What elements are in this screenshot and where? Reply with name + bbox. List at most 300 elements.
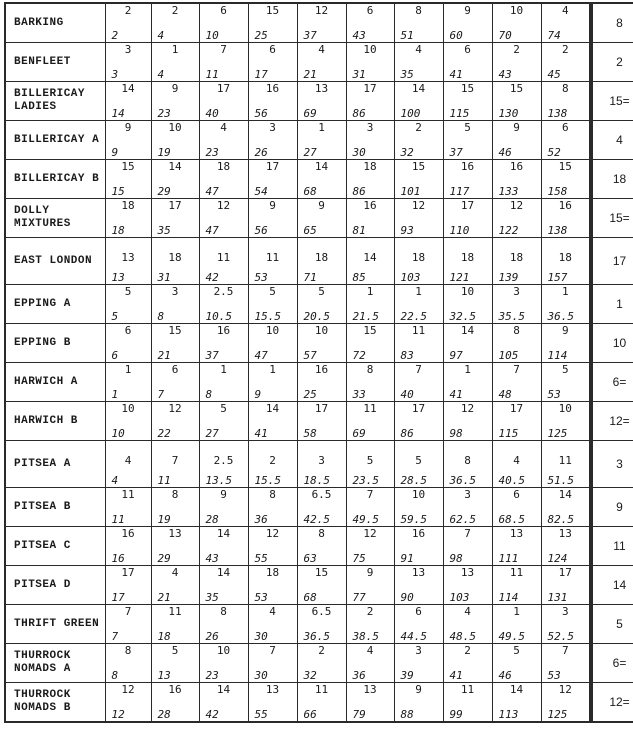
round-score: 11 xyxy=(509,566,524,579)
cumulative-score: 4 xyxy=(111,474,119,487)
cumulative-score: 139 xyxy=(498,271,519,284)
final-position: 17 xyxy=(591,238,633,285)
round-cell xyxy=(151,285,199,324)
round-cell xyxy=(151,527,199,566)
round-cell xyxy=(297,160,346,199)
round-score: 2 xyxy=(464,644,471,657)
round-score: 5 xyxy=(464,121,471,134)
round-cell xyxy=(248,324,297,363)
round-cell xyxy=(297,324,346,363)
round-cell xyxy=(394,121,443,160)
round-cell xyxy=(297,363,346,402)
final-position: 12= xyxy=(591,683,633,723)
round-score: 6 xyxy=(561,121,569,134)
cumulative-score: 36 xyxy=(352,669,366,682)
round-score: 3 xyxy=(318,454,325,467)
round-cell xyxy=(151,683,199,723)
cumulative-score: 31 xyxy=(157,271,171,284)
cumulative-score: 38.5 xyxy=(352,630,379,643)
round-score: 13 xyxy=(168,527,182,540)
round-cell xyxy=(346,363,394,402)
cumulative-score: 40 xyxy=(400,388,414,401)
round-cell xyxy=(199,238,248,285)
table-row xyxy=(5,3,633,43)
cumulative-score: 7 xyxy=(111,630,119,643)
round-score: 13 xyxy=(265,683,280,696)
round-cell xyxy=(105,324,151,363)
round-cell xyxy=(151,82,199,121)
round-score: 8 xyxy=(513,324,520,337)
round-score: 4 xyxy=(220,121,227,134)
round-score: 8 xyxy=(561,82,569,95)
cumulative-score: 117 xyxy=(449,185,470,198)
round-score: 16 xyxy=(363,199,377,212)
round-cell xyxy=(346,285,394,324)
cumulative-score: 113 xyxy=(498,708,519,721)
round-score: 10 xyxy=(558,402,572,415)
cumulative-score: 8 xyxy=(205,388,213,401)
round-score: 16 xyxy=(509,160,524,173)
round-score: 13 xyxy=(314,82,329,95)
table-row xyxy=(5,199,633,238)
round-score: 5 xyxy=(124,285,132,298)
round-cell xyxy=(105,43,151,82)
round-score: 9 xyxy=(269,199,276,212)
cumulative-score: 35 xyxy=(157,224,171,237)
round-score: 9 xyxy=(561,324,569,337)
round-cell xyxy=(492,285,541,324)
cumulative-score: 12 xyxy=(111,708,125,721)
round-score: 4 xyxy=(124,454,132,467)
round-cell xyxy=(394,199,443,238)
cumulative-score: 91 xyxy=(400,552,414,565)
round-score: 3 xyxy=(464,488,471,501)
round-score: 11 xyxy=(216,251,231,264)
cumulative-score: 53 xyxy=(547,388,561,401)
cumulative-score: 27 xyxy=(303,146,317,159)
round-cell xyxy=(443,238,492,285)
round-score: 7 xyxy=(464,527,471,540)
cumulative-score: 68 xyxy=(303,185,317,198)
round-cell xyxy=(541,605,591,644)
round-score: 12 xyxy=(363,527,377,540)
round-cell xyxy=(105,3,151,43)
cumulative-score: 8 xyxy=(157,310,165,323)
round-score: 7 xyxy=(513,363,520,376)
round-cell xyxy=(394,285,443,324)
round-cell xyxy=(541,566,591,605)
cumulative-score: 19 xyxy=(157,513,171,526)
round-cell xyxy=(199,199,248,238)
round-score: 12 xyxy=(558,683,572,696)
cumulative-score: 13 xyxy=(157,669,171,682)
round-cell xyxy=(199,605,248,644)
round-cell xyxy=(105,644,151,683)
round-score: 17 xyxy=(509,402,524,415)
round-cell xyxy=(394,605,443,644)
round-cell xyxy=(248,363,297,402)
round-cell xyxy=(248,644,297,683)
cumulative-score: 6 xyxy=(111,349,119,362)
results-table-body xyxy=(5,3,633,722)
round-cell xyxy=(297,527,346,566)
round-score: 1 xyxy=(513,605,520,618)
round-cell xyxy=(346,82,394,121)
cumulative-score: 16 xyxy=(111,552,125,565)
round-cell xyxy=(105,199,151,238)
cumulative-score: 60 xyxy=(449,29,463,42)
round-score: 1 xyxy=(269,363,276,376)
round-score: 11 xyxy=(314,683,329,696)
cumulative-score: 157 xyxy=(547,271,568,284)
round-cell xyxy=(346,324,394,363)
round-cell xyxy=(443,402,492,441)
round-score: 2 xyxy=(124,4,132,17)
cumulative-score: 1 xyxy=(111,388,119,401)
round-cell xyxy=(394,683,443,723)
table-row xyxy=(5,566,633,605)
round-score: 1 xyxy=(366,285,374,298)
final-position: 6= xyxy=(591,644,633,683)
table-row xyxy=(5,527,633,566)
cumulative-score: 36.5 xyxy=(449,474,476,487)
round-cell xyxy=(346,441,394,488)
round-cell xyxy=(443,82,492,121)
round-score: 14 xyxy=(411,82,426,95)
cumulative-score: 49.5 xyxy=(352,513,379,526)
round-score: 6 xyxy=(366,4,374,17)
cumulative-score: 22 xyxy=(157,427,171,440)
cumulative-score: 36.5 xyxy=(547,310,574,323)
team-name: THURROCK NOMADS B xyxy=(5,683,105,723)
cumulative-score: 9 xyxy=(111,146,119,159)
round-cell xyxy=(394,566,443,605)
cumulative-score: 42 xyxy=(205,271,219,284)
cumulative-score: 27 xyxy=(205,427,219,440)
cumulative-score: 69 xyxy=(352,427,366,440)
round-score: 8 xyxy=(318,527,325,540)
round-score: 4 xyxy=(269,605,276,618)
round-score: 9 xyxy=(513,121,520,134)
round-score: 4 xyxy=(561,4,569,17)
cumulative-score: 65 xyxy=(303,224,317,237)
round-score: 14 xyxy=(216,683,231,696)
round-cell xyxy=(492,488,541,527)
round-score: 15 xyxy=(121,160,135,173)
round-cell xyxy=(248,441,297,488)
cumulative-score: 68 xyxy=(303,591,317,604)
cumulative-score: 51 xyxy=(400,29,414,42)
team-name: THRIFT GREEN xyxy=(5,605,105,644)
cumulative-score: 98 xyxy=(449,427,463,440)
round-cell xyxy=(199,43,248,82)
cumulative-score: 43 xyxy=(498,68,512,81)
round-cell xyxy=(199,121,248,160)
round-cell xyxy=(105,121,151,160)
cumulative-score: 100 xyxy=(400,107,421,120)
round-score: 15 xyxy=(168,324,182,337)
cumulative-score: 20.5 xyxy=(303,310,330,323)
round-cell xyxy=(151,3,199,43)
cumulative-score: 11 xyxy=(111,513,125,526)
round-cell xyxy=(541,285,591,324)
cumulative-score: 66 xyxy=(303,708,317,721)
round-cell xyxy=(346,238,394,285)
cumulative-score: 41 xyxy=(449,68,463,81)
round-cell xyxy=(297,43,346,82)
round-cell xyxy=(199,82,248,121)
round-score: 5 xyxy=(318,285,325,298)
round-cell xyxy=(105,683,151,723)
team-name: BARKING xyxy=(5,3,105,43)
round-cell xyxy=(443,566,492,605)
cumulative-score: 39 xyxy=(400,669,414,682)
cumulative-score: 97 xyxy=(449,349,463,362)
cumulative-score: 37 xyxy=(303,29,317,42)
cumulative-score: 114 xyxy=(498,591,519,604)
cumulative-score: 103 xyxy=(449,591,470,604)
cumulative-score: 88 xyxy=(400,708,414,721)
cumulative-score: 111 xyxy=(498,552,519,565)
cumulative-score: 35 xyxy=(400,68,414,81)
final-position: 14 xyxy=(591,566,633,605)
round-score: 14 xyxy=(314,160,329,173)
cumulative-score: 32 xyxy=(303,669,317,682)
cumulative-score: 35 xyxy=(205,591,219,604)
cumulative-score: 28.5 xyxy=(400,474,427,487)
cumulative-score: 131 xyxy=(547,591,568,604)
cumulative-score: 103 xyxy=(400,271,421,284)
cumulative-score: 83 xyxy=(400,349,414,362)
round-score: 7 xyxy=(220,43,227,56)
round-cell xyxy=(492,605,541,644)
round-score: 17 xyxy=(121,566,135,579)
cumulative-score: 98 xyxy=(449,552,463,565)
cumulative-score: 55 xyxy=(254,708,268,721)
cumulative-score: 42 xyxy=(205,708,219,721)
cumulative-score: 99 xyxy=(449,708,463,721)
cumulative-score: 75 xyxy=(352,552,366,565)
table-row xyxy=(5,441,633,488)
team-name: PITSEA C xyxy=(5,527,105,566)
table-row xyxy=(5,683,633,723)
cumulative-score: 40.5 xyxy=(498,474,525,487)
cumulative-score: 71 xyxy=(303,271,317,284)
round-score: 6 xyxy=(415,605,422,618)
cumulative-score: 15.5 xyxy=(254,474,281,487)
round-cell xyxy=(105,566,151,605)
final-position: 2 xyxy=(591,43,633,82)
final-position: 18 xyxy=(591,160,633,199)
cumulative-score: 23.5 xyxy=(352,474,379,487)
round-score: 6.5 xyxy=(311,605,332,618)
round-cell xyxy=(297,605,346,644)
round-score: 16 xyxy=(460,160,475,173)
round-cell xyxy=(297,488,346,527)
round-cell xyxy=(394,238,443,285)
table-row xyxy=(5,605,633,644)
round-score: 5 xyxy=(366,454,374,467)
round-score: 3 xyxy=(513,285,520,298)
table-row xyxy=(5,285,633,324)
round-cell xyxy=(248,605,297,644)
cumulative-score: 25 xyxy=(303,388,317,401)
round-score: 8 xyxy=(269,488,276,501)
round-score: 4 xyxy=(366,644,374,657)
round-cell xyxy=(443,605,492,644)
round-cell xyxy=(248,238,297,285)
round-score: 16 xyxy=(558,199,572,212)
round-score: 16 xyxy=(314,363,329,376)
round-cell xyxy=(105,363,151,402)
round-score: 6.5 xyxy=(311,488,332,501)
round-cell xyxy=(541,644,591,683)
round-score: 5 xyxy=(269,285,276,298)
results-table xyxy=(4,2,633,723)
round-score: 7 xyxy=(171,454,179,467)
cumulative-score: 21 xyxy=(157,349,171,362)
table-row xyxy=(5,324,633,363)
round-cell xyxy=(248,488,297,527)
cumulative-score: 44.5 xyxy=(400,630,427,643)
cumulative-score: 47 xyxy=(205,185,219,198)
round-cell xyxy=(541,324,591,363)
round-cell xyxy=(541,527,591,566)
table-row xyxy=(5,121,633,160)
cumulative-score: 32.5 xyxy=(449,310,476,323)
cumulative-score: 18 xyxy=(111,224,125,237)
cumulative-score: 115 xyxy=(498,427,519,440)
round-cell xyxy=(541,683,591,723)
cumulative-score: 5 xyxy=(111,310,119,323)
cumulative-score: 35.5 xyxy=(498,310,525,323)
round-cell xyxy=(105,402,151,441)
round-cell xyxy=(492,566,541,605)
round-score: 8 xyxy=(171,488,179,501)
round-score: 1 xyxy=(561,285,569,298)
round-cell xyxy=(443,43,492,82)
round-cell xyxy=(541,43,591,82)
team-name: THURROCK NOMADS A xyxy=(5,644,105,683)
round-score: 14 xyxy=(460,324,475,337)
round-score: 12 xyxy=(314,4,329,17)
cumulative-score: 10 xyxy=(205,29,219,42)
round-score: 14 xyxy=(168,160,182,173)
cumulative-score: 22.5 xyxy=(400,310,427,323)
round-score: 6 xyxy=(269,43,276,56)
round-score: 17 xyxy=(363,82,377,95)
cumulative-score: 81 xyxy=(352,224,366,237)
round-cell xyxy=(492,402,541,441)
final-position: 11 xyxy=(591,527,633,566)
round-score: 3 xyxy=(415,644,422,657)
round-score: 16 xyxy=(121,527,135,540)
cumulative-score: 125 xyxy=(547,427,568,440)
round-cell xyxy=(105,160,151,199)
round-score: 18 xyxy=(509,251,524,264)
final-position: 15= xyxy=(591,199,633,238)
final-position: 8 xyxy=(591,3,633,43)
cumulative-score: 41 xyxy=(449,388,463,401)
round-cell xyxy=(443,121,492,160)
round-score: 7 xyxy=(561,644,569,657)
round-cell xyxy=(248,160,297,199)
round-score: 10 xyxy=(168,121,182,134)
round-score: 13 xyxy=(558,527,572,540)
round-cell xyxy=(199,566,248,605)
round-cell xyxy=(199,402,248,441)
round-cell xyxy=(151,238,199,285)
round-score: 13 xyxy=(363,683,377,696)
round-cell xyxy=(492,43,541,82)
cumulative-score: 86 xyxy=(400,427,414,440)
round-score: 18 xyxy=(168,251,182,264)
round-score: 8 xyxy=(220,605,227,618)
round-cell xyxy=(199,683,248,723)
cumulative-score: 58 xyxy=(303,427,317,440)
team-name: BILLERICAY LADIES xyxy=(5,82,105,121)
round-score: 1 xyxy=(415,285,422,298)
cumulative-score: 56 xyxy=(254,107,268,120)
round-score: 9 xyxy=(220,488,227,501)
round-score: 2.5 xyxy=(213,454,234,467)
cumulative-score: 90 xyxy=(400,591,414,604)
cumulative-score: 45 xyxy=(547,68,561,81)
round-score: 4 xyxy=(464,605,471,618)
team-name: EPPING A xyxy=(5,285,105,324)
cumulative-score: 54 xyxy=(254,185,268,198)
round-cell xyxy=(151,199,199,238)
round-score: 18 xyxy=(460,251,475,264)
round-cell xyxy=(199,527,248,566)
round-cell xyxy=(541,363,591,402)
round-score: 5 xyxy=(513,644,520,657)
table-row xyxy=(5,82,633,121)
round-cell xyxy=(297,683,346,723)
cumulative-score: 59.5 xyxy=(400,513,427,526)
round-score: 5 xyxy=(415,454,422,467)
round-cell xyxy=(248,527,297,566)
round-score: 1 xyxy=(124,363,132,376)
cumulative-score: 115 xyxy=(449,107,470,120)
cumulative-score: 138 xyxy=(547,107,568,120)
round-cell xyxy=(443,644,492,683)
round-cell xyxy=(541,3,591,43)
cumulative-score: 30 xyxy=(352,146,366,159)
round-score: 7 xyxy=(124,605,132,618)
round-score: 7 xyxy=(366,488,374,501)
final-position: 3 xyxy=(591,441,633,488)
round-score: 12 xyxy=(509,199,524,212)
round-cell xyxy=(151,43,199,82)
round-score: 3 xyxy=(269,121,276,134)
cumulative-score: 48 xyxy=(498,388,512,401)
round-score: 10 xyxy=(411,488,426,501)
round-score: 2 xyxy=(366,605,374,618)
round-score: 10 xyxy=(460,285,475,298)
round-cell xyxy=(297,121,346,160)
cumulative-score: 18 xyxy=(157,630,171,643)
table-row xyxy=(5,43,633,82)
team-name: BILLERICAY B xyxy=(5,160,105,199)
round-score: 9 xyxy=(124,121,132,134)
round-cell xyxy=(394,644,443,683)
round-cell xyxy=(248,3,297,43)
round-cell xyxy=(297,238,346,285)
round-cell xyxy=(297,82,346,121)
cumulative-score: 36 xyxy=(254,513,268,526)
round-score: 6 xyxy=(171,363,179,376)
